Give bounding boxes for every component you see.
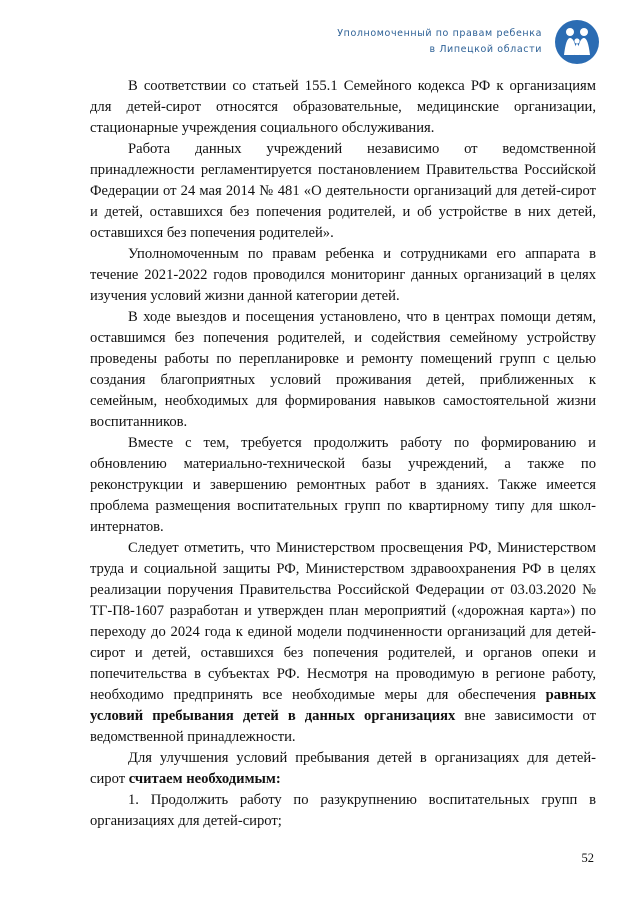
bold-text: считаем необходимым:	[128, 771, 281, 787]
page-header	[337, 16, 600, 68]
page-number: 52	[581, 851, 594, 865]
text-segment: В ходе выездов и посещения установлено, что в центрах помощи детям, оставшимся без попечения родителей, и содействия семейному устройству проведены работы по перепланировке и ремонту помещений групп с целью создания благоприятных условий проживания детей, приближенных к семейным, необходимых для формирования навыков самостоятельной жизни воспитанников.	[90, 309, 596, 430]
paragraph	[90, 76, 596, 139]
text-segment: вне зависимости от ведомственной принадлежности.	[90, 708, 596, 745]
paragraph	[90, 748, 596, 790]
header-line-1: Уполномоченный по правам ребенка	[337, 28, 542, 39]
text-segment: Работа данных учреждений независимо от ведомственной принадлежности регламентируется постановлением Правительства Российской Федерации от 24 мая 2014 № 481 «О деятельности организаций для детей-сирот и детей, оставшихся без попечения родителей, и об устройстве в них детей, оставшихся без попечения родителей».	[90, 141, 596, 241]
header-line-2: в Липецкой области	[429, 44, 542, 55]
text-segment: Уполномоченным по правам ребенка и сотрудниками его аппарата в течение 2021-2022 годов проводился мониторинг данных организаций в целях изучения условий жизни данной категории детей.	[90, 246, 596, 304]
paragraph	[90, 244, 596, 307]
header-text	[337, 26, 542, 58]
paragraph	[90, 790, 596, 832]
paragraph	[90, 538, 596, 748]
document-body	[90, 76, 596, 832]
text-segment: Вместе с тем, требуется продолжить работу по формированию и обновлению материально-технической базы учреждений, а также по реконструкции и завершению ремонтных работ в зданиях. Также имеется проблема размещения воспитательных групп по квартирному типу для школ-интернатов.	[90, 435, 596, 535]
paragraph	[90, 139, 596, 244]
bold-text: равных условий пребывания детей в данных организациях	[90, 687, 596, 724]
paragraph	[90, 433, 596, 538]
text-segment: 1. Продолжить работу по разукрупнению воспитательных групп в организациях для детей-сирот;	[90, 792, 596, 829]
paragraph	[90, 307, 596, 433]
text-segment: Следует отметить, что Министерством просвещения РФ, Министерством труда и социальной защиты РФ, Министерством здравоохранения РФ в целях реализации поручения Правительства Российской Федерации от 03.03.2020 № ТГ-П8-1607 разработан и утвержден план мероприятий («дорожная карта») по переходу до 2024 года к единой модели подчиненности организаций для детей-сирот и детей, оставшихся без попечения родителей, и органов опеки и попечительства в субъектах РФ. Несмотря на проводимую в регионе работу, необходимо предпринять все необходимые меры для обеспечения	[90, 540, 596, 703]
children-family-logo-icon	[554, 19, 600, 65]
text-segment: В соответствии со статьей 155.1 Семейного кодекса РФ к организациям для детей-сирот относятся образовательные, медицинские организации, стационарные учреждения социального обслуживания.	[90, 78, 596, 136]
text-segment: Для улучшения условий пребывания детей в организациях для детей-сирот	[90, 750, 596, 787]
